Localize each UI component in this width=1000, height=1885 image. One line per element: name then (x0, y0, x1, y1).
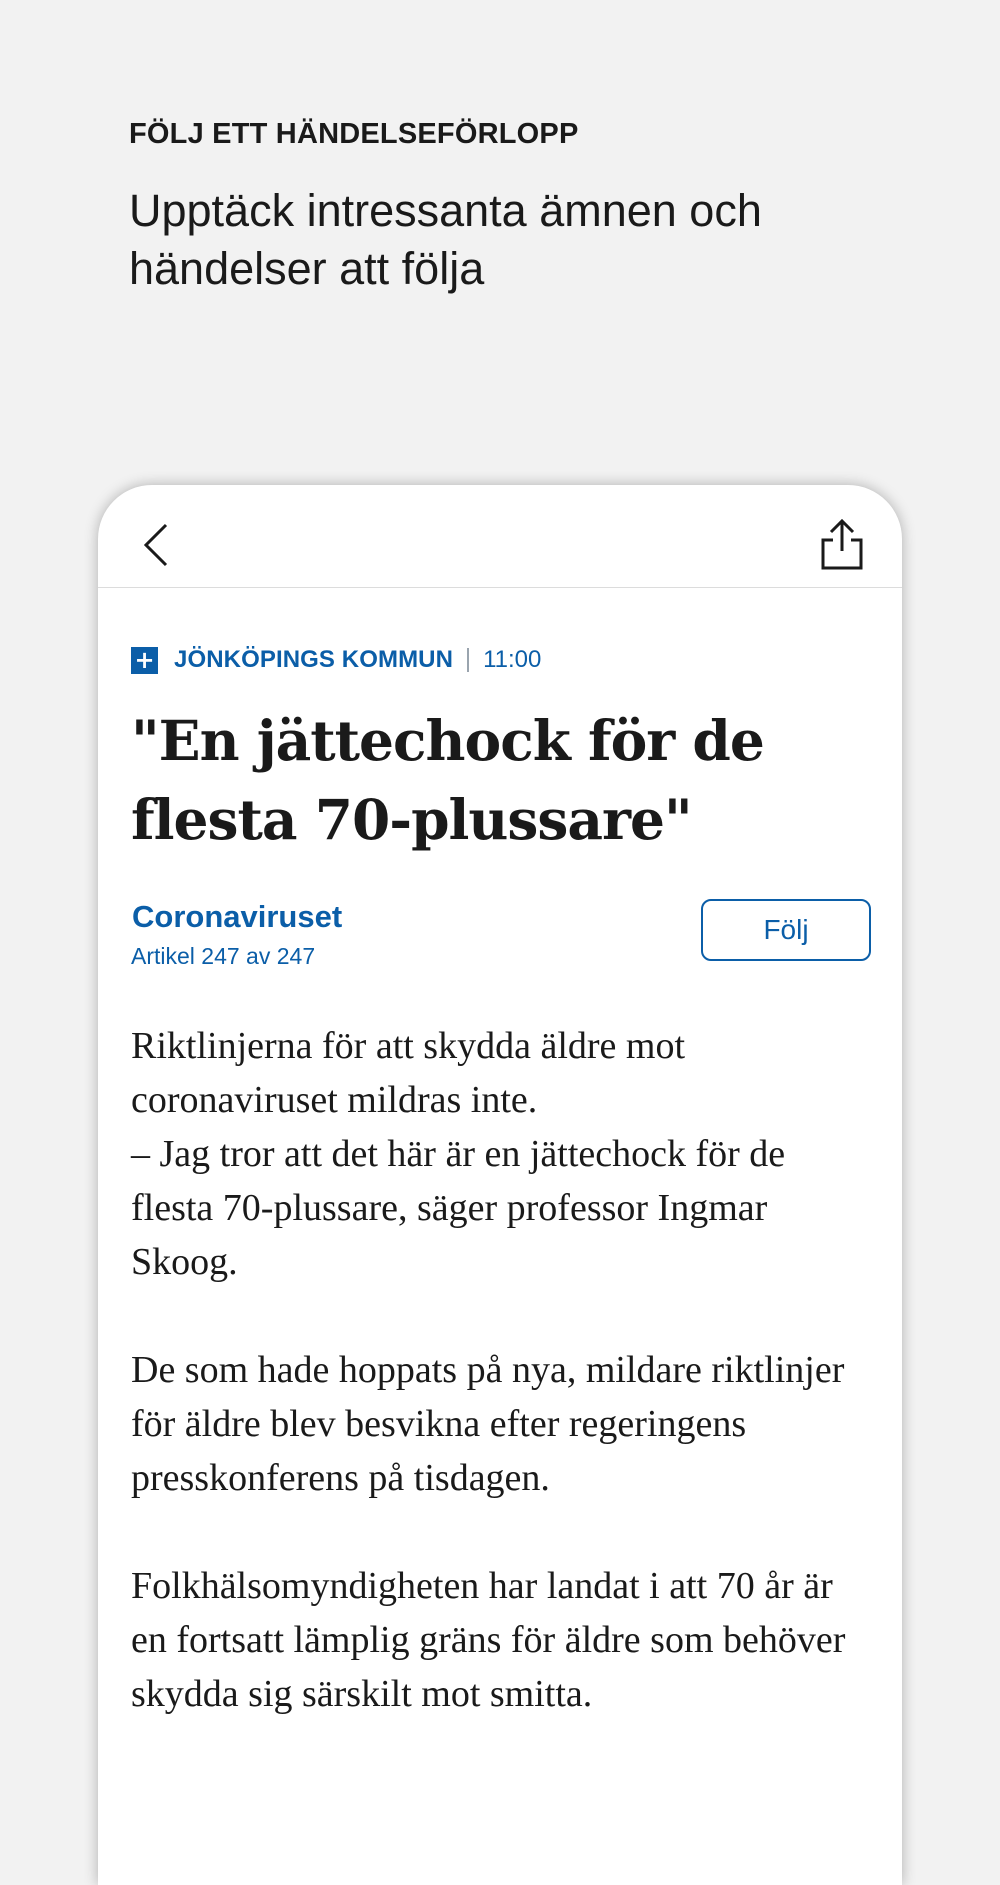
publish-time: 11:00 (483, 646, 542, 673)
article-title: "En jättechock för de flesta 70-plussare" (131, 708, 764, 852)
chevron-left-icon (138, 521, 174, 569)
section-link[interactable]: JÖNKÖPINGS KOMMUN (174, 646, 454, 673)
promo-headline: Upptäck intressanta ämnen och händelser att följa (129, 185, 762, 294)
promo-eyebrow: FÖLJ ETT HÄNDELSEFÖRLOPP (129, 118, 579, 150)
topic-row (131, 899, 871, 979)
article-paragraph: Riktlinjerna för att skydda äldre mot coronaviruset mildras inte. – Jag tror att det här är en jättechock för de flesta 70-plussare, säger professor Ingmar Skoog. (131, 1025, 786, 1283)
share-icon (820, 519, 864, 571)
phone-mockup (98, 485, 902, 1885)
article-meta (131, 645, 871, 675)
article-paragraph: De som hade hoppats på nya, mildare riktlinjer för äldre blev besvikna efter regeringens presskonferens på tisdagen. (131, 1349, 845, 1499)
article-content (131, 645, 871, 1775)
article-toolbar (98, 485, 902, 588)
article-body (131, 1019, 871, 1721)
plus-icon: + (131, 647, 158, 674)
meta-divider (467, 648, 469, 672)
topic-link[interactable]: Coronaviruset (132, 899, 343, 934)
follow-button[interactable]: Följ (701, 899, 871, 961)
share-button[interactable] (820, 519, 864, 571)
back-button[interactable] (138, 521, 174, 569)
topic-article-count: Artikel 247 av 247 (131, 943, 316, 969)
article-paragraph: Folkhälsomyndigheten har landat i att 70 år är en fortsatt lämplig gräns för äldre som behöver skydda sig särskilt mot smitta. (131, 1565, 846, 1715)
promo-section (129, 116, 889, 298)
